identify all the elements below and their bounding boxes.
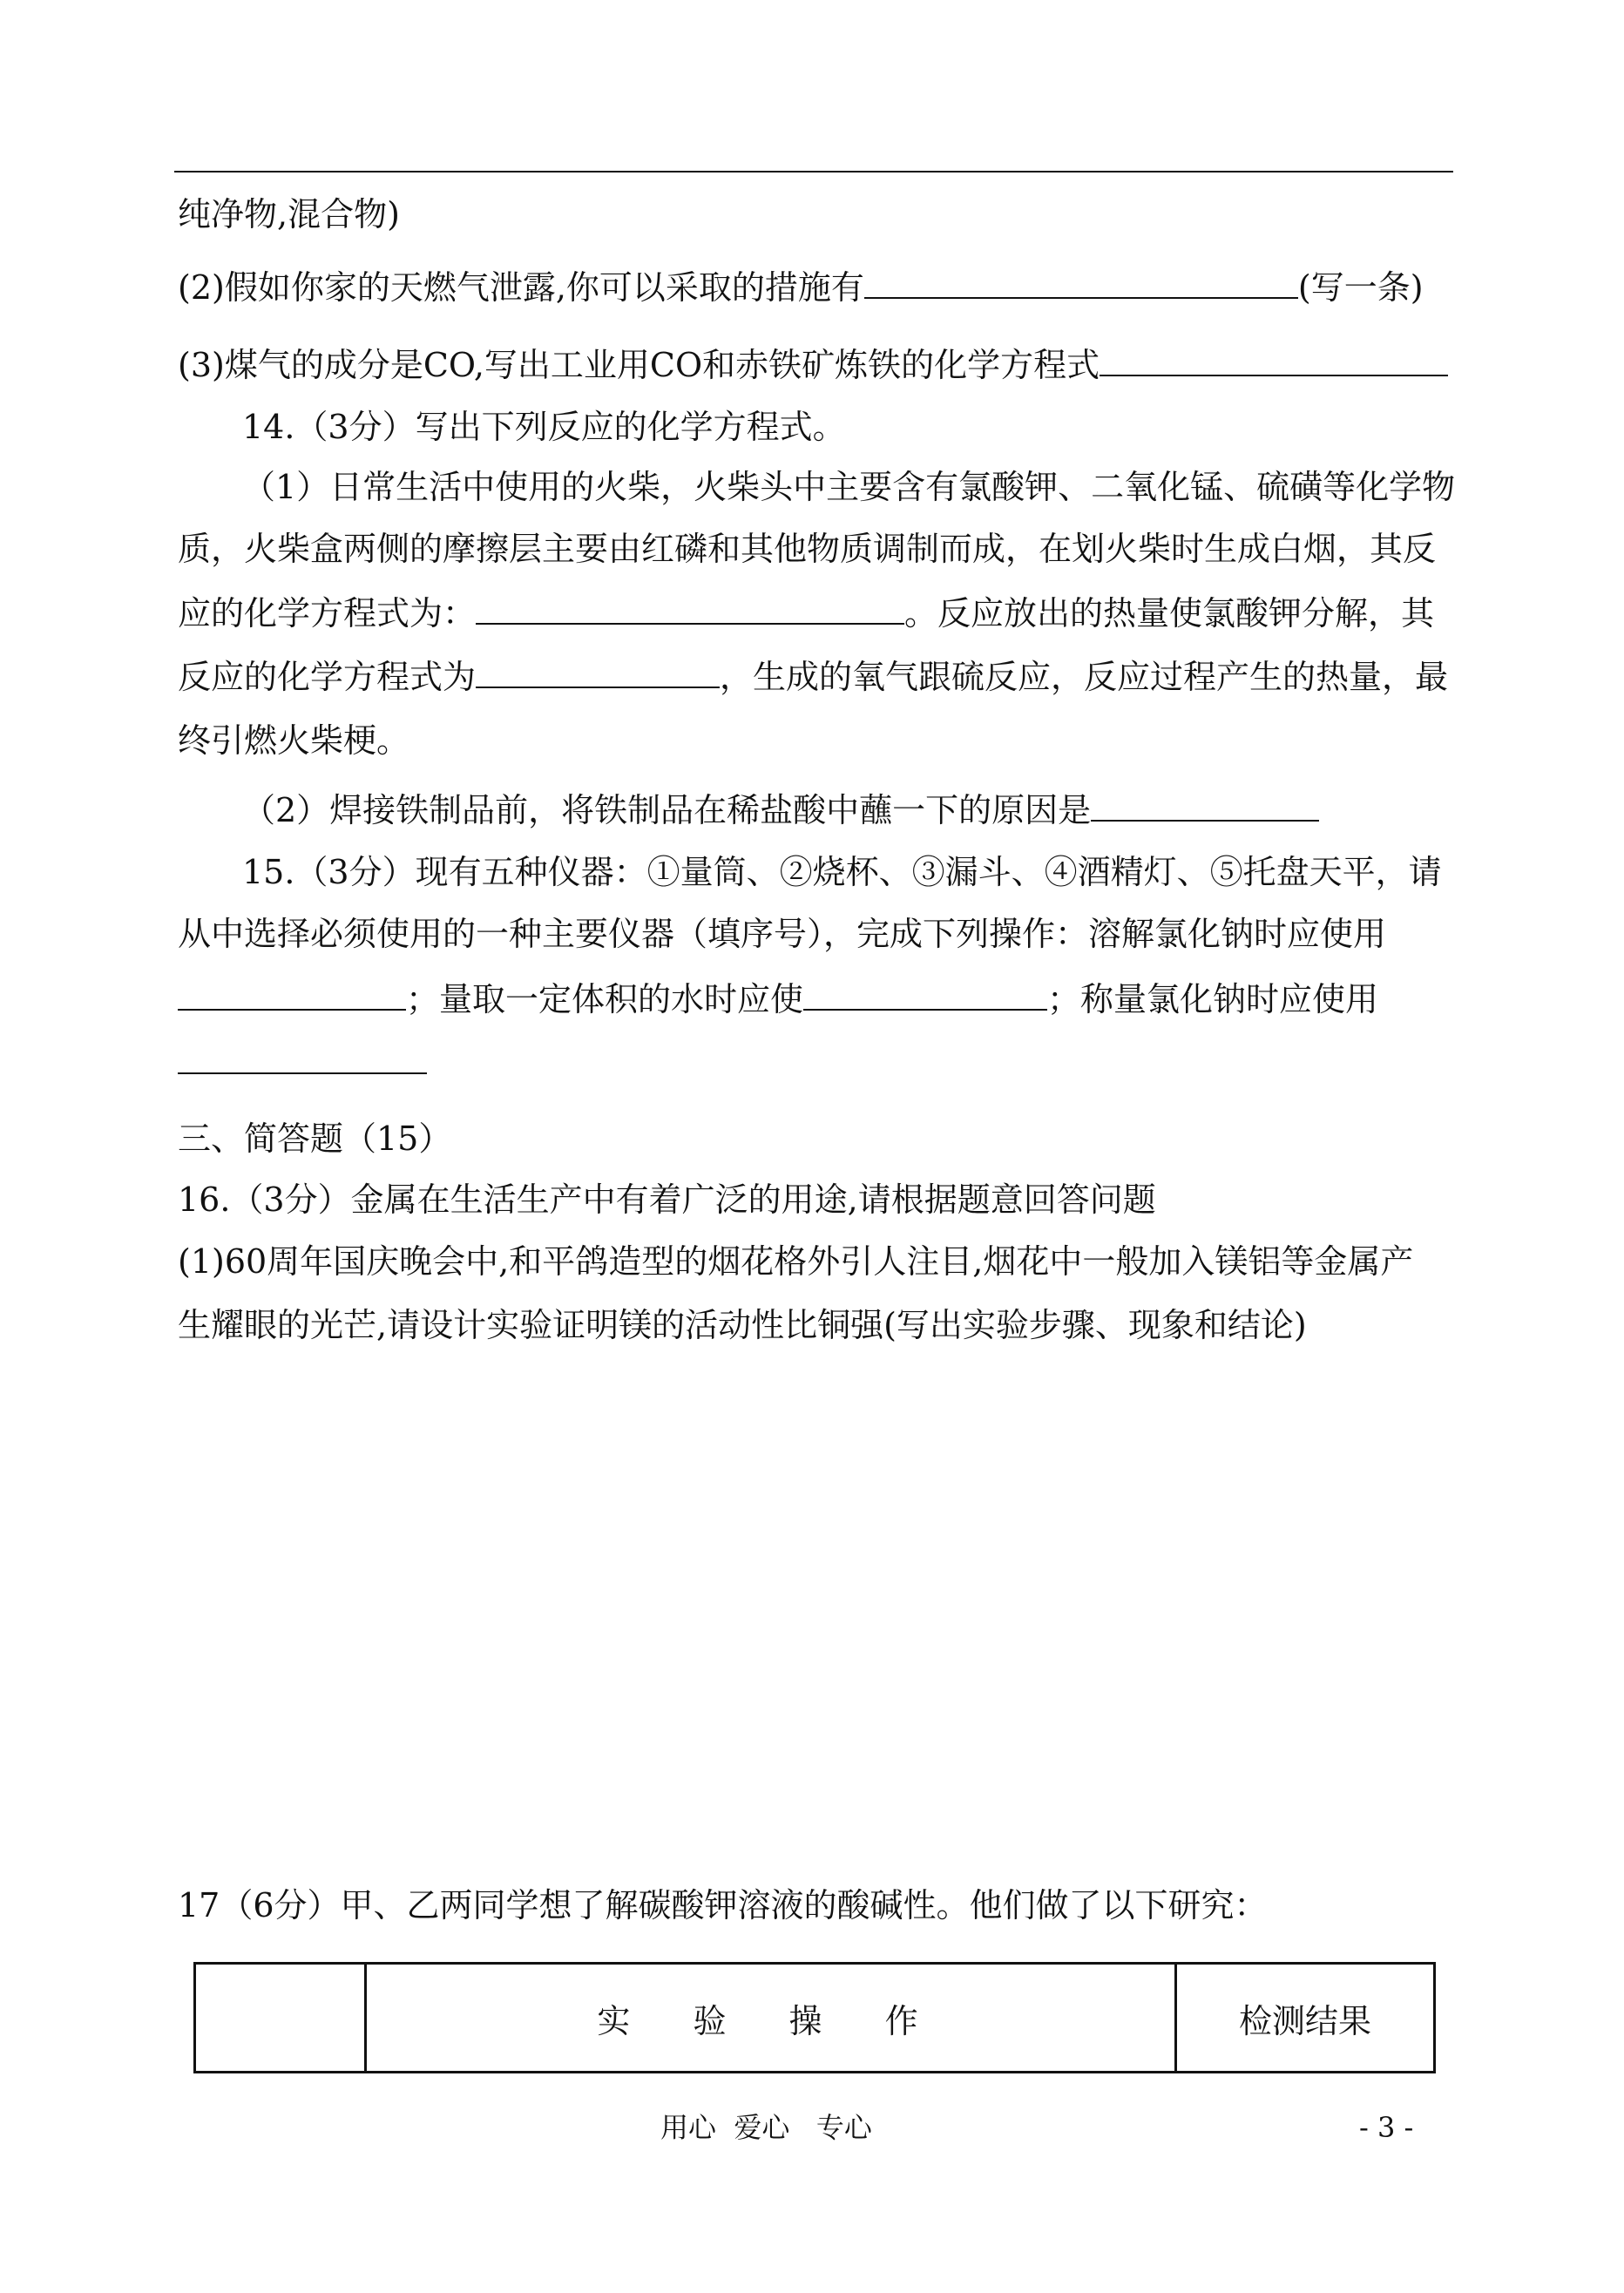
q14-line4-suffix: ，生成的氧气跟硫反应，反应过程产生的热量，最	[720, 658, 1449, 696]
answer-blank[interactable]	[803, 979, 1047, 1011]
q14-part2-text: （2）焊接铁制品前，将铁制品在稀盐酸中蘸一下的原因是	[242, 791, 1092, 829]
q16-line2: 生耀眼的光芒,请设计实验证明镁的活动性比铜强(写出实验步骤、现象和结论)	[178, 1306, 1307, 1344]
q14-line3-suffix: 。反应放出的热量使氯酸钾分解，其	[904, 594, 1435, 632]
q16-title: 16.（3分）金属在生活生产中有着广泛的用途,请根据题意回答问题	[178, 1180, 1156, 1219]
page-number: - 3 -	[1359, 2111, 1414, 2144]
answer-blank[interactable]	[864, 267, 1298, 299]
q14-para-line2: 质，火柴盒两侧的摩擦层主要由红磷和其他物质调制而成，在划火柴时生成白烟，其反	[178, 530, 1437, 568]
q17-title: 17（6分）甲、乙两同学想了解碳酸钾溶液的酸碱性。他们做了以下研究：	[178, 1886, 1268, 1924]
q14-part2	[242, 789, 1319, 831]
answer-blank[interactable]	[476, 593, 904, 625]
footer-motto	[660, 2110, 872, 2145]
q14-para-line5: 终引燃火柴梗。	[178, 721, 410, 760]
header-rule	[174, 171, 1453, 172]
q13-part3	[178, 344, 1448, 386]
q13-part2-suffix: (写一条)	[1297, 268, 1424, 307]
table-cell-empty	[195, 1964, 366, 2073]
q13-part3-text: (3)煤气的成分是CO,写出工业用CO和赤铁矿炼铁的化学方程式	[178, 346, 1100, 384]
q14-para-line1: （1）日常生活中使用的火柴，火柴头中主要含有氯酸钾、二氧化锰、硫磺等化学物	[242, 468, 1456, 506]
q15-line3	[178, 978, 1378, 1020]
answer-blank[interactable]	[178, 1043, 427, 1074]
q15-line3-suffix: ；称量氯化钠时应使用	[1047, 980, 1379, 1018]
q14-para-line4	[178, 656, 1448, 698]
section-three-title: 三、简答题（15）	[178, 1119, 452, 1158]
table-header-operation	[366, 1964, 1176, 2073]
answer-blank[interactable]	[178, 979, 406, 1011]
q15-line3-text: ；量取一定体积的水时应使	[406, 980, 804, 1018]
line-pure-mixture: 纯净物,混合物)	[178, 195, 400, 233]
q14-line3-text: 应的化学方程式为：	[178, 594, 477, 632]
q16-line1: (1)60周年国庆晚会中,和平鸽造型的烟花格外引人注目,烟花中一般加入镁铝等金属产	[178, 1242, 1414, 1281]
q13-part2	[178, 267, 1424, 308]
q14-para-line3	[178, 592, 1434, 634]
table-header-result: 检测结果	[1176, 1964, 1435, 2073]
table-row	[195, 1964, 1435, 2073]
answer-blank[interactable]	[1100, 345, 1448, 376]
answer-blank[interactable]	[476, 657, 720, 688]
q15-line2: 从中选择必须使用的一种主要仪器（填序号），完成下列操作：溶解氯化钠时应使用	[178, 915, 1387, 953]
operation-label: 实 验 操 作	[597, 2001, 944, 2040]
answer-blank[interactable]	[1091, 790, 1319, 822]
q15-line1: 15.（3分）现有五种仪器：①量筒、②烧杯、③漏斗、④酒精灯、⑤托盘天平，请	[242, 853, 1442, 891]
experiment-table	[193, 1962, 1436, 2073]
q13-part2-text: (2)假如你家的天燃气泄露,你可以采取的措施有	[178, 268, 864, 307]
q14-title: 14.（3分）写出下列反应的化学方程式。	[242, 408, 846, 446]
q14-line4-text: 反应的化学方程式为	[178, 658, 477, 696]
q15-line4	[178, 1042, 427, 1084]
footer-motto-text: 用心 爱心 专心	[660, 2111, 872, 2144]
